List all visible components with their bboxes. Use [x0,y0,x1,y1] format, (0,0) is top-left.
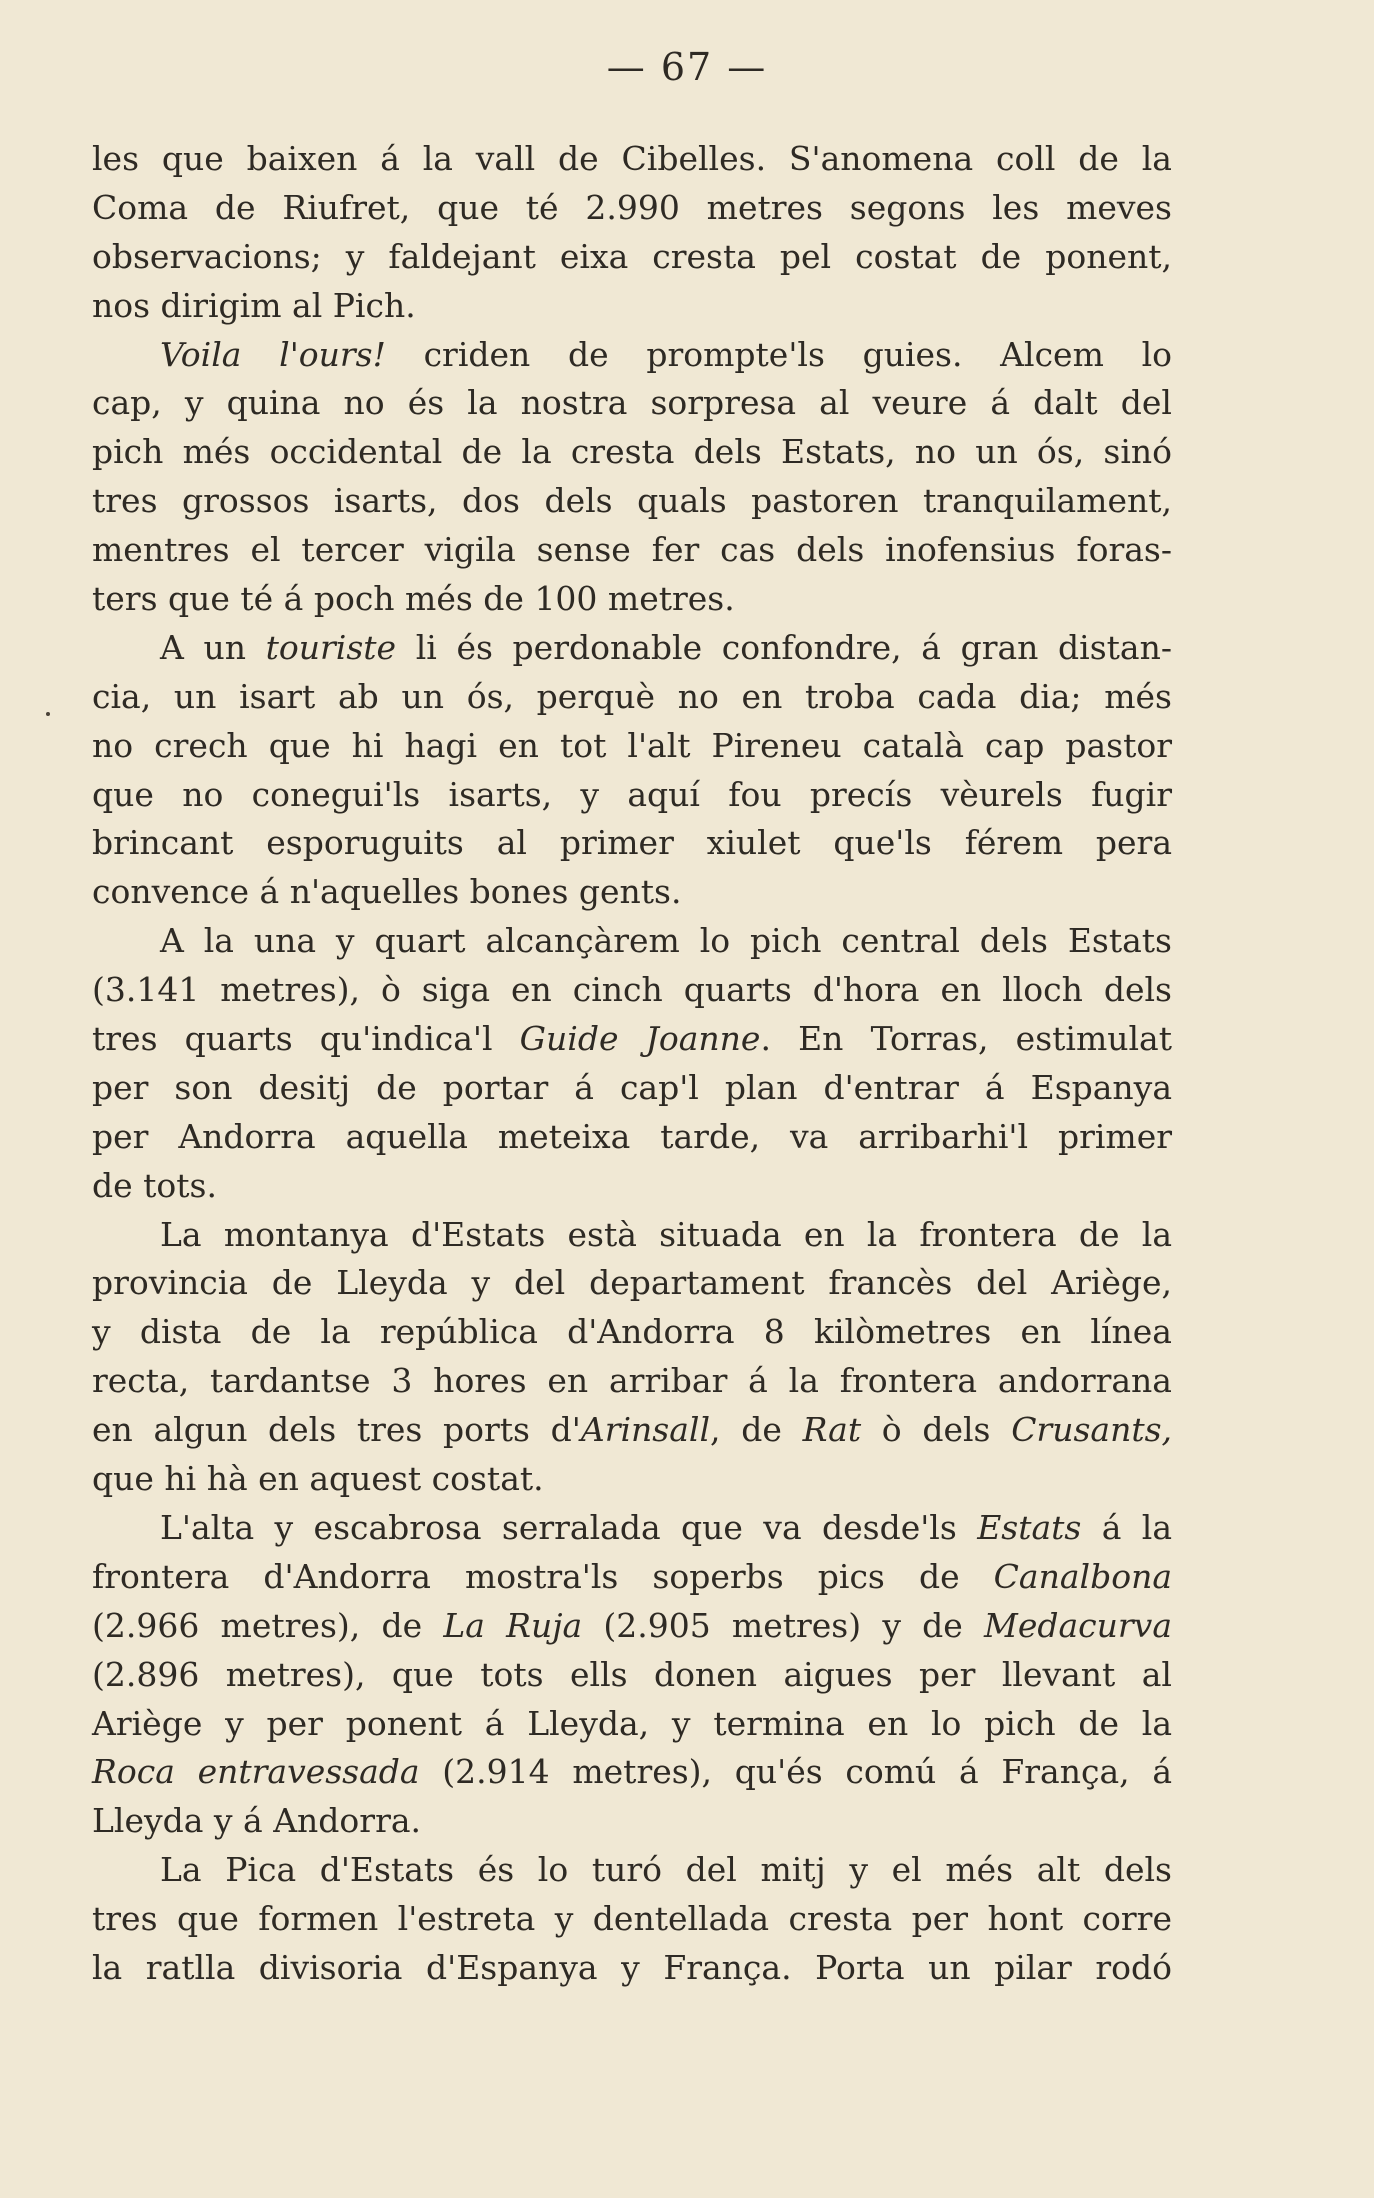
text-segment: (2.966 metres), de [92,1605,444,1645]
italic-text: Rat [802,1410,862,1450]
text-segment: ò dels [861,1410,1012,1450]
text-line [92,1162,1172,1211]
text-line [92,819,1172,868]
text-segment: recta, tardantse 3 hores en arribar á la frontera andorrana [92,1361,1172,1401]
text-segment: (2.914 metres), qu'és comú á França, á [419,1752,1172,1792]
text-segment: nos dirigim al Pich. [92,285,416,325]
text-segment: (3.141 metres), ò siga en cinch quarts d'hora en lloch dels [92,970,1172,1010]
text-segment: ters que té á poch més de 100 metres. [92,579,735,619]
text-segment: brincant esporuguits al primer xiulet que'ls férem pera [92,823,1172,863]
text-segment: La montanya d'Estats està situada en la frontera de la [160,1214,1172,1254]
text-segment: , de [710,1410,803,1450]
text-segment: criden de prompte'ls guies. Alcem lo [385,334,1172,374]
text-segment: que hi hà en aquest costat. [92,1459,544,1499]
text-segment: provincia de Lleyda y del departament francès del Ariège, [92,1263,1172,1303]
text-line [92,1064,1172,1113]
text-line [92,1211,1172,1260]
text-segment: per Andorra aquella meteixa tarde, va arribarhi'l primer [92,1116,1172,1156]
text-line [92,379,1172,428]
italic-text: La Ruja [443,1605,583,1645]
ink-speck [46,712,50,716]
text-line [92,1944,1172,1993]
text-segment: no crech que hi hagi en tot l'alt Pireneu català cap pastor [92,725,1172,765]
text-segment: A un [160,627,266,667]
text-segment: convence á n'aquelles bones gents. [92,872,682,912]
text-segment: Ariège y per ponent á Lleyda, y termina en lo pich de la [92,1703,1172,1743]
italic-text: Voila l'ours! [160,334,386,374]
text-line [92,722,1172,771]
italic-text: Crusants, [1011,1410,1173,1450]
text-segment: y dista de la república d'Andorra 8 kilòmetres en línea [92,1312,1172,1352]
italic-text: Estats [977,1507,1082,1547]
text-segment: pich més occidental de la cresta dels Estats, no un ós, sinó [92,432,1172,472]
text-line [92,966,1172,1015]
text-segment: . En Torras, estimulat [760,1019,1172,1059]
italic-text: Medacurva [984,1605,1172,1645]
text-segment: per son desitj de portar á cap'l plan d'entrar á Espanya [92,1067,1172,1107]
text-segment: observacions; y faldejant eixa cresta pel costat de ponent, [92,236,1172,276]
text-line [92,331,1172,380]
text-line [92,1504,1172,1553]
text-line [92,1113,1172,1162]
text-segment: que no conegui'ls isarts, y aquí fou precís vèurels fugir [92,774,1172,814]
page-number: — 67 — [606,45,768,89]
text-segment: mentres el tercer vigila sense fer cas dels inofensius foras- [92,530,1172,570]
text-segment: de tots. [92,1165,217,1205]
text-line [92,1553,1172,1602]
text-segment: tres que formen l'estreta y dentellada cresta per hont corre [92,1899,1172,1939]
text-line [92,673,1172,722]
text-segment: cia, un isart ab un ós, perquè no en troba cada dia; més [92,676,1172,716]
text-segment: La Pica d'Estats és lo turó del mitj y el més alt dels [160,1850,1172,1890]
text-line [92,1357,1172,1406]
text-line [92,771,1172,820]
text-segment: cap, y quina no és la nostra sorpresa al veure á dalt del [92,383,1172,423]
text-line [92,1455,1172,1504]
text-line [92,1797,1172,1846]
text-line [92,135,1172,184]
body-text [92,135,1172,1993]
text-segment: li és perdonable confondre, á gran distan- [396,627,1172,667]
text-line [92,1748,1172,1797]
text-line [92,428,1172,477]
text-segment: A la una y quart alcançàrem lo pich central dels Estats [160,921,1172,961]
text-line [92,1259,1172,1308]
italic-text: Roca entravessada [92,1752,420,1792]
text-line [92,282,1172,331]
text-line [92,1651,1172,1700]
text-line [92,1846,1172,1895]
text-segment: la ratlla divisoria d'Espanya y França. Porta un pilar rodó [92,1947,1172,1987]
text-line [92,233,1172,282]
text-line [92,526,1172,575]
text-segment: L'alta y escabrosa serralada que va desde'ls [160,1507,978,1547]
text-segment: les que baixen á la vall de Cibelles. S'anomena coll de la [92,139,1172,178]
italic-text: touriste [265,627,397,667]
text-line [92,1308,1172,1357]
text-line [92,477,1172,526]
italic-text: Canalbona [993,1556,1172,1596]
text-line [92,1700,1172,1749]
text-line [92,1895,1172,1944]
text-line [92,575,1172,624]
text-line [92,868,1172,917]
text-segment: tres quarts qu'indica'l [92,1019,520,1059]
text-segment: Lleyda y á Andorra. [92,1801,422,1841]
italic-text: Guide Joanne [519,1019,761,1059]
text-line [92,917,1172,966]
text-segment: en algun dels tres ports d' [92,1410,581,1450]
text-line [92,1602,1172,1651]
text-segment: frontera d'Andorra mostra'ls soperbs pics de [92,1556,994,1596]
text-line [92,184,1172,233]
text-segment: (2.905 metres) y de [582,1605,985,1645]
text-segment: á la [1081,1507,1173,1547]
text-segment: Coma de Riufret, que té 2.990 metres segons les meves [92,187,1172,227]
text-segment: tres grossos isarts, dos dels quals pastoren tranquilament, [92,481,1172,521]
text-line [92,1015,1172,1064]
text-line [92,624,1172,673]
italic-text: Arinsall [580,1410,711,1450]
text-line [92,1406,1172,1455]
text-segment: (2.896 metres), que tots ells donen aigues per llevant al [92,1654,1172,1694]
